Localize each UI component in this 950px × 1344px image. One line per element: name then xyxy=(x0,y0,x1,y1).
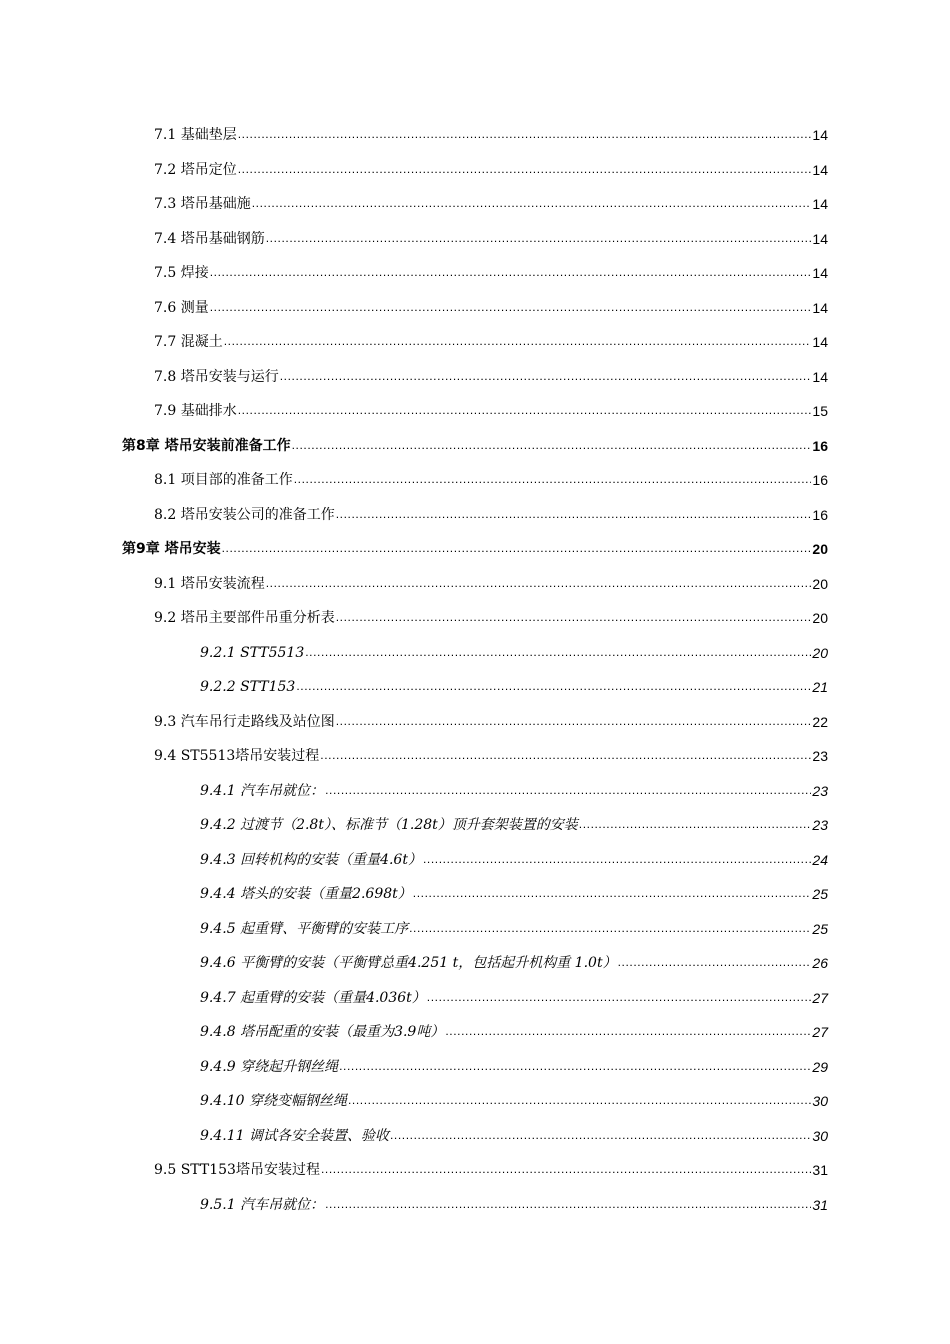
toc-entry-title: 9.4.4 塔头的安装（重量2.698t） xyxy=(200,886,412,902)
toc-entry-page: 16 xyxy=(812,507,828,523)
toc-entry-page: 20 xyxy=(812,645,828,661)
toc-entry-page: 25 xyxy=(812,921,828,937)
toc-entry-page: 23 xyxy=(812,783,828,799)
toc-entry-page: 14 xyxy=(812,127,828,143)
toc-entry-title: 9.2.2 STT153 xyxy=(200,679,296,695)
toc-entry-title: 9.4.2 过渡节（2.8t）、标准节（1.28t）顶升套架装置的安装 xyxy=(200,817,578,833)
toc-entry-page: 14 xyxy=(812,369,828,385)
toc-entry[interactable] xyxy=(154,329,828,351)
toc-entry[interactable] xyxy=(154,122,828,144)
toc-leader-dots xyxy=(618,954,812,972)
toc-subentry[interactable] xyxy=(200,778,828,800)
toc-leader-dots xyxy=(409,920,811,938)
toc-entry-title: 9.4.6 平衡臂的安装（平衡臂总重4.251 t，包括起升机构重 1.0t） xyxy=(200,955,617,971)
toc-entry-title: 7.1 基础垫层 xyxy=(154,127,237,143)
toc-entry-page: 14 xyxy=(812,300,828,316)
toc-chapter-entry[interactable] xyxy=(122,433,828,455)
toc-entry-title: 9.1 塔吊安装流程 xyxy=(154,576,265,592)
toc-subentry[interactable] xyxy=(200,881,828,903)
toc-entry-page: 14 xyxy=(812,265,828,281)
toc-leader-dots xyxy=(423,851,811,869)
toc-entry-page: 21 xyxy=(812,679,828,695)
toc-subentry[interactable] xyxy=(200,674,828,696)
toc-leader-dots xyxy=(579,816,812,834)
toc-subentry[interactable] xyxy=(200,1088,828,1110)
toc-entry-title: 9.5.1 汽车吊就位： xyxy=(200,1197,325,1213)
toc-entry[interactable] xyxy=(154,364,828,386)
toc-entry[interactable] xyxy=(154,605,828,627)
toc-subentry[interactable] xyxy=(200,1192,828,1214)
toc-entry[interactable] xyxy=(154,226,828,248)
toc-subentry[interactable] xyxy=(200,1054,828,1076)
toc-entry[interactable] xyxy=(154,295,828,317)
toc-entry-page: 16 xyxy=(812,438,828,454)
toc-entry[interactable] xyxy=(154,467,828,489)
toc-entry-title: 9.2 塔吊主要部件吊重分析表 xyxy=(154,610,335,626)
toc-subentry[interactable] xyxy=(200,985,828,1007)
toc-entry-title: 8.2 塔吊安装公司的准备工作 xyxy=(154,507,335,523)
toc-entry-page: 20 xyxy=(812,610,828,626)
toc-entry-page: 16 xyxy=(812,472,828,488)
toc-leader-dots xyxy=(336,713,812,731)
toc-subentry[interactable] xyxy=(200,812,828,834)
toc-entry-title: 9.4.7 起重臂的安装（重量4.036t） xyxy=(200,990,426,1006)
toc-entry-page: 20 xyxy=(812,576,828,592)
toc-entry[interactable] xyxy=(154,502,828,524)
toc-entry-page: 23 xyxy=(812,817,828,833)
toc-leader-dots xyxy=(210,264,812,282)
toc-leader-dots xyxy=(336,506,812,524)
toc-leader-dots xyxy=(413,885,812,903)
toc-subentry[interactable] xyxy=(200,640,828,662)
toc-entry[interactable] xyxy=(154,191,828,213)
toc-entry-title: 7.4 塔吊基础钢筋 xyxy=(154,231,265,247)
toc-leader-dots xyxy=(266,575,812,593)
toc-entry-title: 7.2 塔吊定位 xyxy=(154,162,237,178)
toc-entry-title: 第9章 塔吊安装 xyxy=(122,541,221,557)
toc-entry-page: 22 xyxy=(812,714,828,730)
toc-entry-page: 26 xyxy=(812,955,828,971)
toc-leader-dots xyxy=(252,195,812,213)
toc-entry-page: 27 xyxy=(812,1024,828,1040)
toc-entry-page: 14 xyxy=(812,162,828,178)
toc-leader-dots xyxy=(238,402,812,420)
toc-leader-dots xyxy=(294,471,812,489)
toc-entry-page: 27 xyxy=(812,990,828,1006)
toc-entry-page: 20 xyxy=(812,541,828,557)
toc-entry-title: 8.1 项目部的准备工作 xyxy=(154,472,293,488)
toc-subentry[interactable] xyxy=(200,916,828,938)
toc-leader-dots xyxy=(325,782,811,800)
toc-leader-dots xyxy=(427,989,812,1007)
toc-leader-dots xyxy=(321,1161,811,1179)
toc-entry-title: 7.3 塔吊基础施 xyxy=(154,196,251,212)
toc-entry-page: 30 xyxy=(812,1093,828,1109)
toc-entry-title: 9.4.3 回转机构的安装（重量4.6t） xyxy=(200,852,422,868)
toc-leader-dots xyxy=(305,644,811,662)
toc-subentry[interactable] xyxy=(200,950,828,972)
toc-entry-title: 9.4.1 汽车吊就位： xyxy=(200,783,325,799)
toc-entry-page: 14 xyxy=(812,334,828,350)
toc-entry[interactable] xyxy=(154,260,828,282)
toc-subentry[interactable] xyxy=(200,847,828,869)
toc-leader-dots xyxy=(292,437,812,455)
toc-entry-title: 9.4 ST5513塔吊安装过程 xyxy=(154,748,320,764)
toc-entry-page: 31 xyxy=(812,1162,828,1178)
toc-leader-dots xyxy=(339,1058,811,1076)
toc-entry-title: 7.7 混凝土 xyxy=(154,334,223,350)
toc-entry[interactable] xyxy=(154,709,828,731)
toc-entry-title: 第8章 塔吊安装前准备工作 xyxy=(122,438,291,454)
toc-leader-dots xyxy=(238,161,812,179)
toc-entry-title: 7.5 焊接 xyxy=(154,265,209,281)
toc-leader-dots xyxy=(224,333,812,351)
toc-leader-dots xyxy=(266,230,812,248)
toc-leader-dots xyxy=(390,1127,811,1145)
toc-entry-title: 9.4.10 穿绕变幅钢丝绳 xyxy=(200,1093,347,1109)
toc-leader-dots xyxy=(348,1092,811,1110)
toc-entry-title: 7.9 基础排水 xyxy=(154,403,237,419)
toc-entry-title: 7.6 测量 xyxy=(154,300,209,316)
toc-leader-dots xyxy=(336,609,812,627)
toc-entry-title: 9.3 汽车吊行走路线及站位图 xyxy=(154,714,335,730)
toc-leader-dots xyxy=(325,1196,811,1214)
toc-entry[interactable] xyxy=(154,743,828,765)
toc-entry-page: 14 xyxy=(812,196,828,212)
toc-entry-page: 31 xyxy=(812,1197,828,1213)
toc-entry-title: 9.4.8 塔吊配重的安装（最重为3.9吨） xyxy=(200,1024,445,1040)
toc-entry-page: 29 xyxy=(812,1059,828,1075)
toc-entry[interactable] xyxy=(154,1157,828,1179)
toc-leader-dots xyxy=(222,540,812,558)
toc-entry[interactable] xyxy=(154,571,828,593)
toc-leader-dots xyxy=(445,1023,811,1041)
toc-leader-dots xyxy=(238,126,812,144)
toc-entry-page: 24 xyxy=(812,852,828,868)
toc-entry-page: 14 xyxy=(812,231,828,247)
toc-entry-page: 23 xyxy=(812,748,828,764)
toc-entry-page: 30 xyxy=(812,1128,828,1144)
toc-entry-page: 15 xyxy=(812,403,828,419)
toc-leader-dots xyxy=(280,368,812,386)
toc-entry-title: 9.4.9 穿绕起升钢丝绳 xyxy=(200,1059,339,1075)
toc-chapter-entry[interactable] xyxy=(122,536,828,558)
toc-entry-title: 9.2.1 STT5513 xyxy=(200,645,305,661)
toc-leader-dots xyxy=(320,747,811,765)
toc-entry[interactable] xyxy=(154,398,828,420)
toc-leader-dots xyxy=(296,678,811,696)
toc-entry-page: 25 xyxy=(812,886,828,902)
toc-leader-dots xyxy=(210,299,812,317)
toc-subentry[interactable] xyxy=(200,1123,828,1145)
toc-subentry[interactable] xyxy=(200,1019,828,1041)
toc-entry-title: 9.4.11 调试各安全装置、验收 xyxy=(200,1128,389,1144)
toc-entry-title: 7.8 塔吊安装与运行 xyxy=(154,369,279,385)
toc-entry[interactable] xyxy=(154,157,828,179)
toc-entry-title: 9.5 STT153塔吊安装过程 xyxy=(154,1162,320,1178)
toc-entry-title: 9.4.5 起重臂、平衡臂的安装工序 xyxy=(200,921,409,937)
